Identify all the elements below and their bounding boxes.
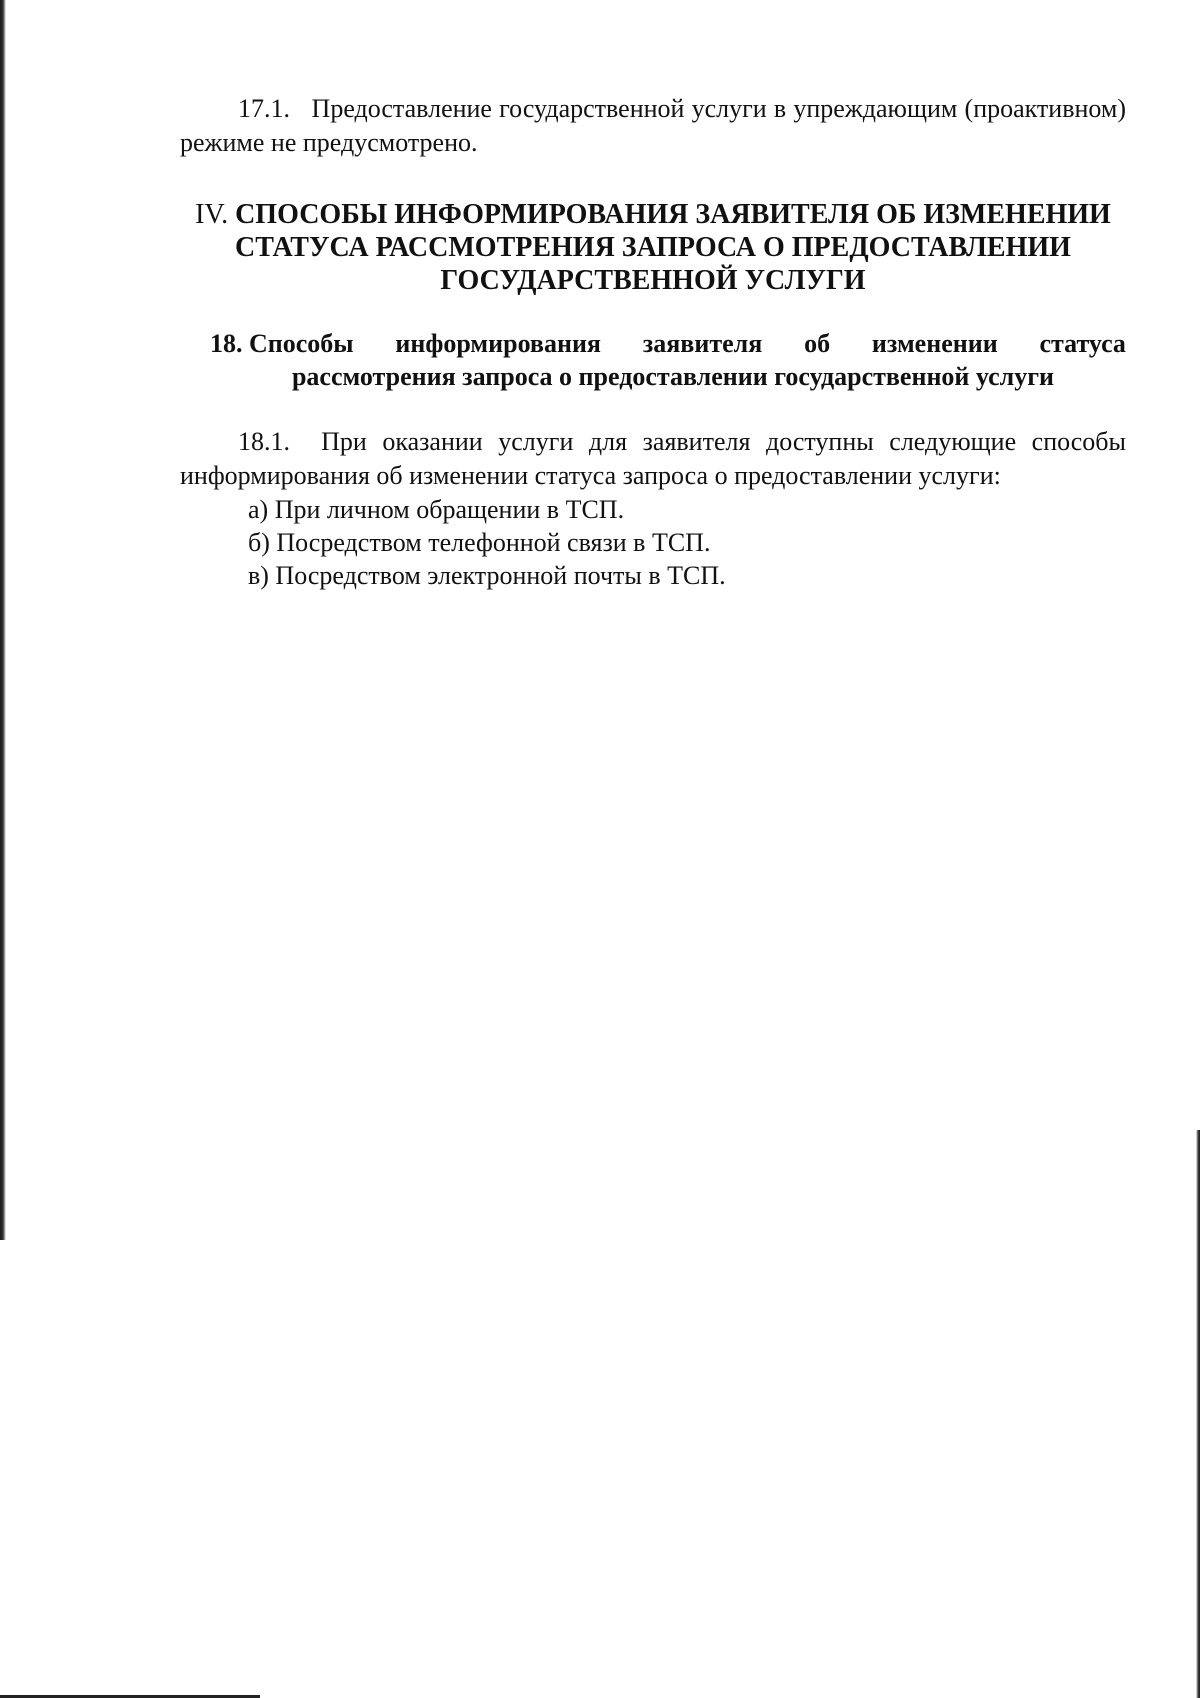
subsection-18-word: статуса bbox=[1039, 329, 1126, 358]
section-iv-roman: IV. bbox=[195, 199, 229, 230]
subsection-18-title bbox=[180, 327, 1126, 393]
notification-methods-list bbox=[180, 493, 1126, 592]
subsection-18-word: заявителя bbox=[642, 329, 763, 358]
list-item: в) Посредством электронной почты в ТСП. bbox=[248, 561, 726, 590]
clause-17-1-text: Предоставление государственной услуги в упреждающим (проактивном) режиме не предусмотрено. bbox=[180, 94, 1127, 157]
subsection-18-line2: рассмотрения запроса о предоставлении государственной услуги bbox=[291, 362, 1055, 391]
clause-18-1-text: При оказании услуги для заявителя доступны следующие способы информирования об изменении статуса запроса о предоставлении услуги: bbox=[180, 427, 1127, 490]
clause-17-1 bbox=[180, 92, 1126, 160]
clause-17-1-number: 17.1. bbox=[238, 94, 290, 123]
subsection-18-word: об bbox=[804, 329, 831, 358]
list-item: а) При личном обращении в ТСП. bbox=[248, 495, 625, 524]
section-iv-title bbox=[180, 198, 1126, 297]
subsection-18-word: изменении bbox=[871, 329, 998, 358]
subsection-18-number-word: 18. Способы bbox=[210, 329, 354, 358]
document-content bbox=[180, 92, 1126, 592]
clause-18-1-number: 18.1. bbox=[238, 427, 290, 456]
subsection-18-word: информирования bbox=[395, 329, 601, 358]
clause-18-1 bbox=[180, 425, 1126, 493]
list-item: б) Посредством телефонной связи в ТСП. bbox=[248, 528, 711, 557]
scan-edge-left bbox=[0, 0, 6, 1240]
scan-edge-right bbox=[1196, 1130, 1200, 1698]
section-iv-heading: СПОСОБЫ ИНФОРМИРОВАНИЯ ЗАЯВИТЕЛЯ ОБ ИЗМЕНЕНИИ СТАТУСА РАССМОТРЕНИЯ ЗАПРОСА О ПРЕДОСТАВЛЕНИИ ГОСУДАРСТВЕННОЙ УСЛУГИ bbox=[235, 199, 1111, 296]
subsection-18-line1 bbox=[210, 327, 1126, 360]
